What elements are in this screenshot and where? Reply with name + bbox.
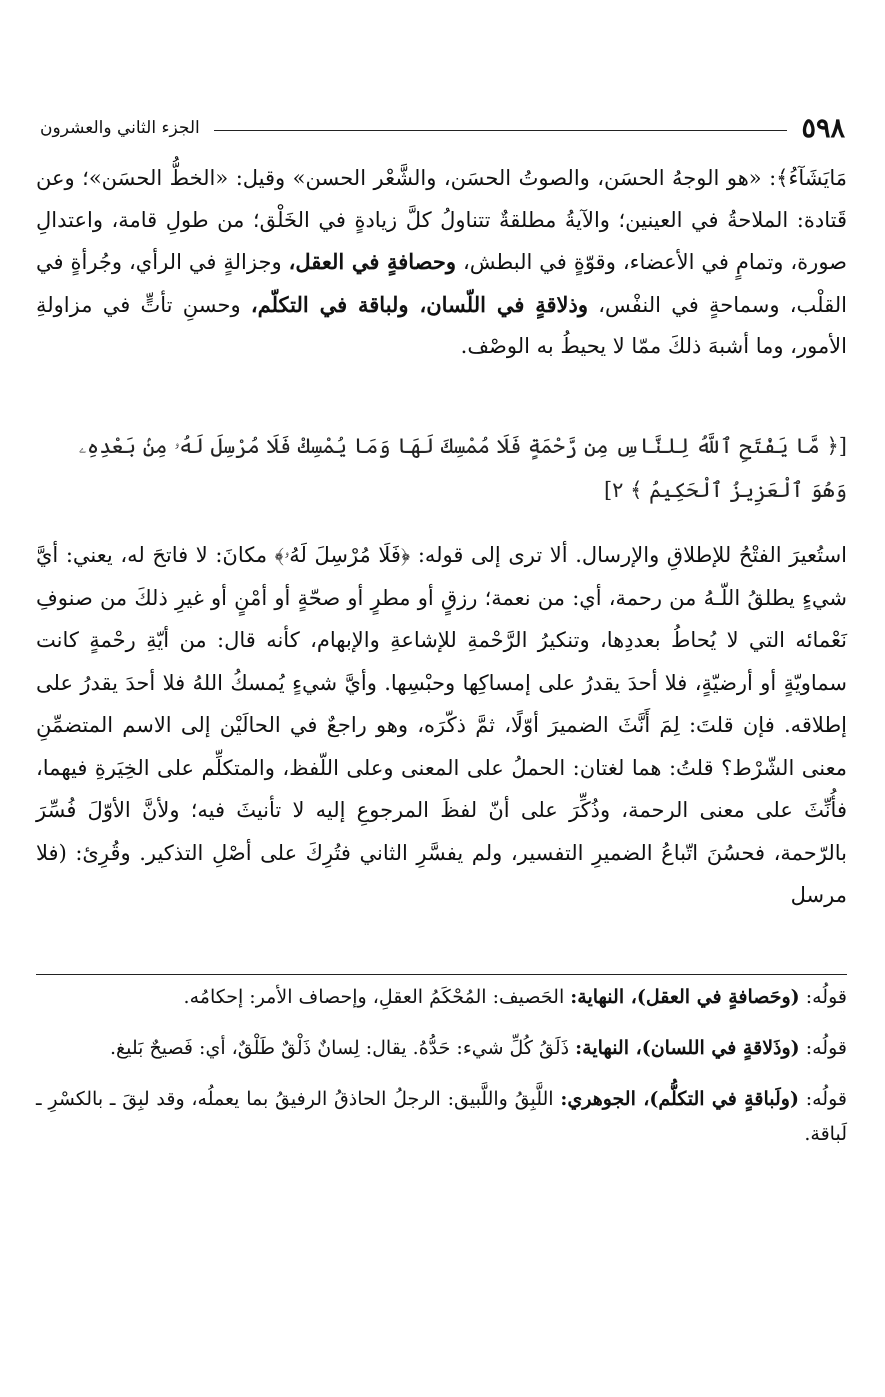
commentary: [36, 534, 847, 917]
main-text-bold-2: وذلاقةٍ في اللّسان، ولباقة في التكلّم،: [250, 291, 589, 317]
main-text: [36, 158, 847, 368]
footnote-text: الحَصيف: المُحْكَمُ العقلِ، وإحصاف الأمر: إحكامُه.: [183, 986, 571, 1008]
running-head: الجزء الثاني والعشرون: [40, 118, 200, 138]
header-rule: [214, 130, 788, 131]
footnote-lead: قولُه:: [799, 1037, 847, 1059]
footnote-heading: (ولَباقةٍ في التكلُّم)، الجوهري:: [560, 1088, 799, 1110]
main-text-part-2: وجزالةٍ في الرأي، وجُرأةٍ في القلْب، وسماحةٍ في النفْس،: [36, 250, 847, 317]
main-paragraph: [36, 158, 847, 368]
footnote-lead: قولُه:: [799, 986, 847, 1008]
page-number: ٥٩٨: [801, 112, 845, 144]
footnote-separator: [36, 974, 847, 975]
main-text-bold-1: وحصافةٍ في العقل،: [288, 249, 457, 274]
footnote: [36, 1082, 847, 1152]
footnotes: [36, 980, 847, 1168]
main-text-part-1: مَايَشَآءُ﴾: «هو الوجهُ الحسَن، والصوتُ الحسَن، والشَّعْر الحسن» وقيل: «الخطُّ الحسَن»؛ وعن قَتادة: الملاحةُ في العينين؛ والآيةُ مطلقةٌ تتناولُ كلَّ زيادةٍ في الخَلْق؛ من طولِ قامة، واعتدالِ صورة، وتمامٍ في الأعضاء، وقوّةٍ في البطش،: [36, 166, 847, 274]
footnote-heading: (وذَلاقةٍ في اللسان)، النهاية:: [575, 1037, 800, 1059]
page-header: [40, 108, 845, 148]
footnote: [36, 1031, 847, 1066]
commentary-paragraph: استُعيرَ الفتْحُ للإطلاقِ والإرسال. ألا ترى إلى قوله: ﴿فَلَا مُرْسِلَ لَهُۥ﴾ مكانَ: لا فاتحَ له، يعني: أيَّ شيءٍ يطلقُ اللّـهُ من رحمة، أي: من نعمة؛ رزقٍ أو مطرٍ أو صحّةٍ أو أمْنٍ أو غيرِ ذلكَ من صنوفِ نَعْمائه التي لا يُحاطُ بعددِها، وتنكيرُ الرَّحْمةِ للإشاعةِ والإبهام، كأنه قال: من أيّةِ رحْمةٍ كانت سماويّةٍ أو أرضيّةٍ، فلا أحدَ يقدرُ على إمساكِها وحبْسِها. وأيَّ شيءٍ يُمسكُ اللهُ فلا أحدَ يقدرُ على إطلاقه. فإن قلتَ: لِمَ أَنَّثَ الضميرَ أوّلًا، ثمَّ ذكّرَه، وهو راجعٌ في الحالَيْن إلى الاسم المتضمِّنِ معنى الشّرْط؟ قلتُ: هما لغتان: الحملُ على المعنى وعلى اللّفظ، والمتكلِّم على الخِيَرةِ فيهما، فأُنِّثَ على معنى الرحمة، وذُكِّرَ على أنّ لفظَ المرجوعِ إليه لا تأنيثَ فيه؛ ولأنَّ الأوّلَ فُسِّرَ بالرّحمة، فحسُنَ اتّباعُ الضميرِ التفسير، ولم يفسَّرِ الثاني فتُرِكَ على أصْلِ التذكير. وقُرِئ: (فلا مرسل: [36, 543, 847, 907]
footnote-heading: (وحَصافةٍ في العقل)، النهاية:: [570, 986, 800, 1008]
footnote-text: ذَلَقُ كُلِّ شيء: حَدُّهُ. يقال: لِسانٌ ذَلْقٌ طَلْقٌ، أي: فَصيحٌ بَليغ.: [109, 1037, 576, 1059]
footnote-text: اللَّبِقُ واللَّبيق: الرجلُ الحاذقُ الرفيقُ بما يعملُه، وقد لبِقَ ـ بالكسْرِ ـ لَباقة.: [36, 1088, 847, 1145]
footnote: [36, 980, 847, 1015]
footnote-lead: قولُه:: [798, 1088, 847, 1110]
main-text-part-3: وحسنِ تأتٍّ في مزاولةِ الأمور، وما أشبهَ ذلكَ ممّا لا يحيطُ به الوصْف.: [36, 292, 847, 358]
quran-verse: [﴿ مَّا يَفْتَحِ ٱللَّهُ لِلنَّاسِ مِن رَّحْمَةٍ فَلَا مُمْسِكَ لَهَا وَمَا يُمْسِكْ فَلَا مُرْسِلَ لَهُۥ مِنۢ بَعْدِهِۦ وَهُوَ ٱلْعَزِيزُ ٱلْحَكِيمُ ﴾ ٢]: [78, 434, 847, 502]
